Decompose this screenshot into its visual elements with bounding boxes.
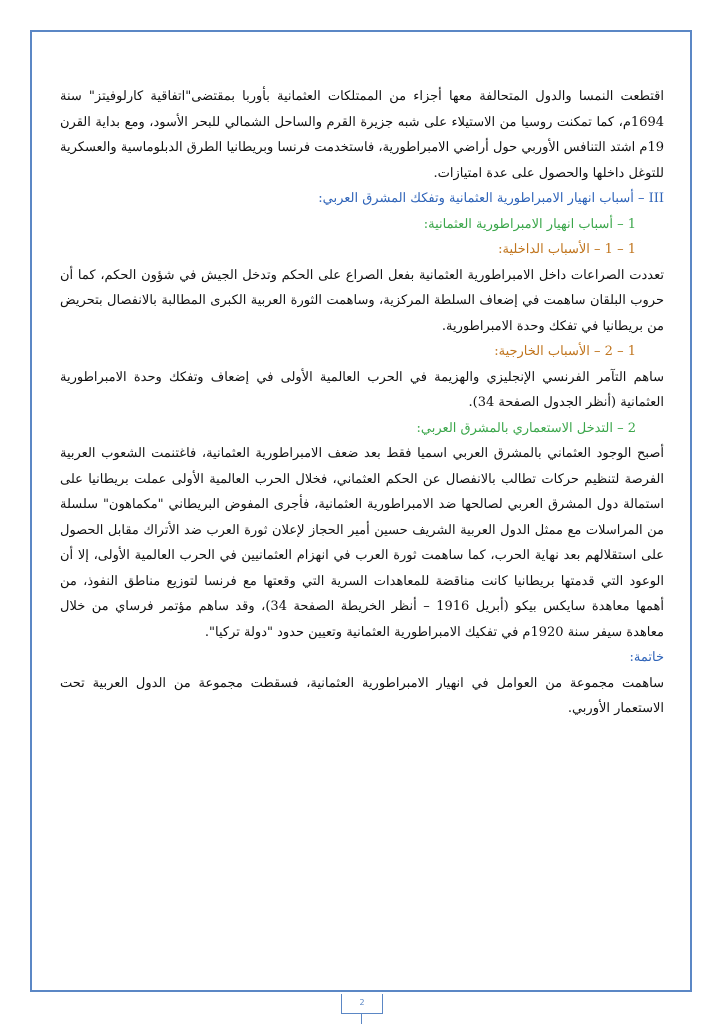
external-causes-paragraph: ساهم التآمر الفرنسي الإنجليزي والهزيمة في الحرب العالمية الأولى في إضعاف وتفكك وحدة الامبراطورية العثمانية (أنظر الجدول الصفحة 34).	[60, 369, 664, 410]
colonial-intervention-paragraph: أصبح الوجود العثماني بالمشرق العربي اسميا فقط بعد ضعف الامبراطورية العثمانية، فاغتنمت الشعوب العربية الفرصة لتنظيم حركات تطالب بالانفصال عن الحكم العثماني، فخلال الحرب العالمية الأولى عملت بريطانيا على استمالة دول المشرق العربي لصالحها ضد الامبراطورية العثمانية، فأجرى المفوض البريطاني "مكماهون" سلسلة من المراسلات مع ممثل الدول العربية الشريف حسين أمير الحجاز لإعلان ثورة العرب ضد الأتراك مقابل الحصول على استقلالهم بعد نهاية الحرب، كما ساهمت ثورة العرب في انهزام العثمانيين في الحرب العالمية الأولى، إلا أن الوعود التي قدمتها بريطانيا كانت مناقضة للمعاهدات السرية التي وقعتها مع فرنسا لتوزيع مناطق النفوذ، من أهمها معاهدة سايكس بيكو (أبريل 1916 – أنظر الخريطة الصفحة 34)، وقد ساهم مؤتمر فرساي من خلال معاهدة سيفر سنة 1920م في تفكيك الامبراطورية العثمانية وتعيين حدود "دولة تركيا".	[60, 446, 664, 640]
subsection-heading-2: 2 – التدخل الاستعماري بالمشرق العربي:	[416, 420, 636, 436]
page-number-connector	[361, 1014, 362, 1024]
intro-paragraph: اقتطعت النمسا والدول المتحالفة معها أجزاء من الممتلكات العثمانية بأوربا بمقتضى"اتفاقية كارلوفيتز" سنة 1694م، كما تمكنت روسيا من الاستيلاء على شبه جزيرة القرم والساحل الشمالي للبحر الأسود، ومع بداية القرن 19م اشتد التنافس الأوربي حول أراضي الامبراطورية، فاستخدمت فرنسا وبريطانيا الطرق الدبلوماسية والعسكرية للتوغل داخلها والحصول على عدة امتيازات.	[60, 89, 664, 181]
conclusion-paragraph: ساهمت مجموعة من العوامل في انهيار الامبراطورية العثمانية، فسقطت مجموعة من الدول العربية تحت الاستعمار الأوربي.	[60, 675, 664, 716]
internal-causes-paragraph: تعددت الصراعات داخل الامبراطورية العثمانية بفعل الصراع على الحكم وتدخل الجيش في شؤون الحكم، كما أن حروب البلقان ساهمت في إضعاف السلطة المركزية، وساهمت الثورة العربية الكبرى المطالبة بالانفصال بتحريض من بريطانيا في تفكك وحدة الامبراطورية.	[60, 267, 664, 334]
subsection-heading-1: 1 – أسباب انهيار الامبراطورية العثمانية:	[423, 216, 636, 232]
section-heading-iii: III – أسباب انهيار الامبراطورية العثمانية وتفكك المشرق العربي:	[318, 191, 664, 206]
document-body	[60, 84, 664, 722]
page-number: 2	[341, 994, 383, 1014]
subsection-heading-1-1: 1 – 1 – الأسباب الداخلية:	[498, 242, 636, 257]
conclusion-heading: خاتمة:	[629, 650, 664, 665]
subsection-heading-1-2: 1 – 2 – الأسباب الخارجية:	[494, 344, 636, 359]
